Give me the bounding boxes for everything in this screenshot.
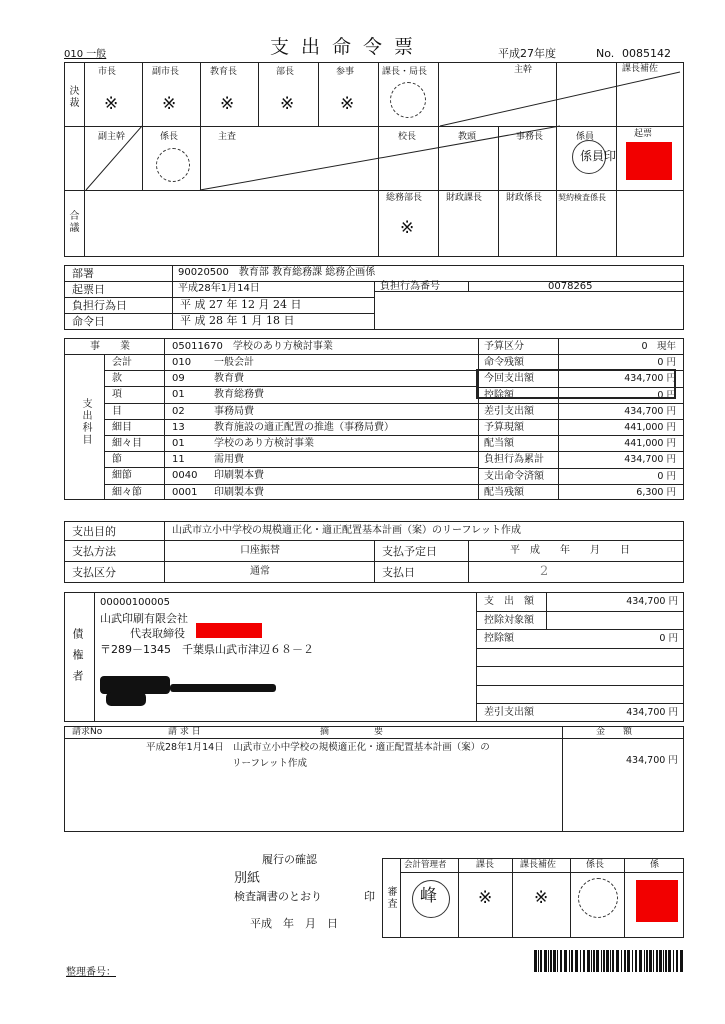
approver-fukushukan: 副主幹 (98, 132, 126, 142)
confirm-date: 平成 年 月 日 (250, 917, 338, 930)
yotei-label: 支払予定日 (382, 545, 437, 558)
kamoku-row-label: 目 (112, 405, 122, 417)
confirm-text: 検査調書のとおり (234, 890, 322, 903)
header-seikyu-date: 請 求 日 (168, 727, 201, 737)
mokuteki-value: 山武市立小中学校の規模適正化・適正配置基本計画（案）のリーフレット作成 (172, 525, 521, 536)
shiharai-label: 支払日 (382, 566, 415, 579)
kihyo-label: 起票日 (72, 283, 105, 296)
mark-kacho: ※ (478, 888, 493, 908)
kamoku-row-name: 一般会計 (214, 357, 254, 368)
detail-line-2: リーフレット作成 (232, 758, 308, 769)
approver-drafter: 起票 (634, 129, 653, 139)
creditor-label: 債権者 (71, 628, 84, 691)
number-label: No. (596, 47, 615, 60)
kamoku-row-name: 印刷製本費 (214, 486, 264, 498)
summary-value: 0 円 (657, 470, 676, 482)
kamoku-row-label: 項 (112, 389, 122, 401)
summary-label: 予算現額 (484, 422, 524, 433)
summary-label: 今回支出額 (484, 373, 534, 385)
busho-value: 90020500 教育部 教育総務課 総務企画係 (178, 267, 376, 278)
meirei-value: 平 成 28 年 1 月 18 日 (180, 314, 295, 327)
kamoku-row-label: 款 (112, 373, 122, 385)
creditor-summary-label: 控除対象額 (484, 614, 534, 626)
kamoku-row-label: 節 (112, 454, 122, 466)
kamoku-row-name: 事務局費 (214, 405, 254, 417)
col-kakaricho: 係長 (586, 860, 605, 870)
header-amount: 金 額 (596, 727, 633, 737)
detail-line-1: 平成28年1月14日 山武市立小中学校の規模適正化・適正配置基本計画（案）の (146, 742, 490, 753)
approver-section-chief: 課長・局長 (382, 67, 428, 77)
page-title: 支出命令票 (270, 36, 426, 58)
busho-label: 部署 (72, 267, 94, 280)
meirei-label: 命令日 (72, 315, 105, 328)
kamoku-label: 支出科目 (80, 398, 91, 446)
confirm-seal-label: 印 (364, 890, 375, 903)
approver-shusa: 主査 (218, 132, 237, 142)
approver-vice-mayor: 副市長 (152, 67, 180, 77)
col-kaikei: 会計管理者 (404, 860, 447, 870)
col-kacho-hosa: 課長補佐 (520, 860, 557, 870)
kamoku-row-name: 学校のあり方検討事業 (214, 438, 314, 449)
futan-date-value: 平 成 27 年 12 月 24 日 (180, 298, 302, 311)
summary-label: 予算区分 (484, 341, 524, 352)
kamoku-row-code: 11 (172, 454, 185, 466)
handwritten-redaction (100, 672, 276, 708)
mark-mayor: ※ (104, 94, 119, 114)
hoho-label: 支払方法 (72, 545, 116, 558)
shiharai-value: 2 (540, 564, 549, 579)
kubun-label: 支払区分 (72, 566, 116, 579)
mark-general-affairs: ※ (400, 218, 415, 238)
kamoku-row-code: 01 (172, 389, 185, 401)
mark-counselor: ※ (340, 94, 355, 114)
shinsa-label: 審査 (385, 886, 396, 910)
confirm-title: 履行の確認 (262, 853, 317, 866)
summary-label: 支出命令済額 (484, 470, 544, 482)
kamoku-row-code: 0040 (172, 470, 198, 482)
summary-label: 配当額 (484, 438, 514, 450)
jigyo-label: 事 業 (90, 341, 130, 352)
creditor-rep: 代表取締役 (130, 627, 185, 640)
creditor-code: 00000100005 (100, 597, 170, 608)
document-number: 0085142 (622, 47, 671, 60)
kakaricho-stamp (156, 148, 190, 182)
kihyo-value: 平成28年1月14日 (178, 283, 260, 294)
current-payment-highlight (476, 369, 676, 399)
creditor-summary-label: 支 出 額 (484, 596, 534, 607)
creditor-summary-value: 434,700 円 (626, 707, 678, 718)
approver-deputy: 課長補佐 (622, 64, 659, 74)
kamoku-row-code: 0001 (172, 486, 198, 498)
kamoku-row-label: 細々節 (112, 486, 142, 498)
approver-director: 部長 (276, 67, 295, 77)
approver-contract: 契約検査係長 (558, 193, 606, 202)
detail-amount: 434,700 円 (626, 755, 678, 766)
summary-value: 441,000 円 (624, 438, 676, 450)
kamoku-row-name: 教育総務費 (214, 389, 264, 401)
drafter-redaction (626, 142, 672, 180)
mark-kacho-hosa: ※ (534, 888, 549, 908)
approver-kakaricho: 係長 (160, 132, 179, 142)
rep-name-redaction (196, 623, 262, 638)
creditor-summary-value: 434,700 円 (626, 596, 678, 607)
kamoku-row-code: 010 (172, 357, 192, 368)
summary-label: 控除額 (484, 389, 514, 401)
kakari-redaction (636, 880, 678, 922)
summary-value: 0 現年 (641, 341, 676, 352)
mark-vice-mayor: ※ (162, 94, 177, 114)
kamoku-row-name: 教育施設の適正配置の推進（事務局費） (214, 421, 394, 433)
kamoku-row-label: 細目 (112, 421, 132, 433)
summary-label: 差引支出額 (484, 405, 534, 417)
confirm-handwriting: 別紙 (234, 871, 261, 886)
creditor-summary-label: 控除額 (484, 633, 514, 644)
mokuteki-label: 支出目的 (72, 525, 116, 538)
summary-value: 0 円 (657, 357, 676, 369)
creditor-summary-value: 0 円 (659, 633, 678, 644)
gougi-label: 合議 (67, 210, 78, 234)
approver-superintendent: 教育長 (210, 67, 238, 77)
creditor-company: 山武印刷有限会社 (100, 612, 188, 625)
kamoku-row-name: 印刷製本費 (214, 470, 264, 482)
approver-counselor: 参事 (336, 67, 355, 77)
staff-stamp-name: 係員印 (580, 149, 617, 163)
form-code: 010 一般 (64, 49, 107, 60)
kamoku-row-label: 細々目 (112, 438, 142, 449)
mark-director: ※ (280, 94, 295, 114)
col-kakari: 係 (650, 860, 660, 870)
jigyo-value: 05011670 学校のあり方検討事業 (172, 341, 333, 352)
summary-value: 434,700 円 (624, 454, 676, 466)
kamoku-row-code: 02 (172, 405, 185, 417)
kamoku-row-label: 会計 (112, 357, 132, 368)
kamoku-row-name: 教育費 (214, 373, 244, 385)
creditor-summary-label: 差引支出額 (484, 707, 534, 718)
approver-vice-principal: 教頭 (458, 132, 477, 142)
approver-staff: 係員 (576, 132, 595, 142)
kaikei-stamp-name: 峰 (420, 886, 437, 906)
summary-value: 434,700 円 (624, 405, 676, 417)
futan-date-label: 負担行為日 (72, 299, 127, 312)
kakaricho-confirm-stamp (578, 878, 618, 918)
approver-office-chief: 事務長 (516, 132, 544, 142)
summary-value: 441,000 円 (624, 422, 676, 433)
approver-shukan: 主幹 (514, 65, 533, 75)
kamoku-row-name: 需用費 (214, 454, 244, 466)
col-kacho: 課長 (476, 860, 495, 870)
summary-value: 434,700 円 (624, 373, 676, 385)
header-tekiyo: 摘 要 (320, 727, 384, 737)
futan-no-value: 0078265 (548, 281, 593, 292)
hoho-value: 口座振替 (240, 545, 280, 556)
fiscal-year: 平成27年度 (498, 47, 556, 60)
kamoku-row-label: 細節 (112, 470, 132, 482)
futan-no-label: 負担行為番号 (380, 281, 440, 292)
approver-mayor: 市長 (98, 67, 117, 77)
approver-finance-chief: 財政課長 (446, 193, 483, 203)
summary-value: 6,300 円 (636, 486, 676, 498)
creditor-address: 〒289－1345 千葉県山武市津辺６８－２ (100, 643, 314, 656)
kamoku-row-code: 13 (172, 421, 185, 433)
approver-finance-sub: 財政係長 (506, 193, 543, 203)
seiri-label: 整理番号： (66, 967, 116, 978)
approver-principal: 校長 (398, 132, 417, 142)
approver-general-affairs: 総務部長 (386, 193, 423, 203)
kubun-value: 通常 (250, 566, 270, 577)
yotei-value: 平 成 年 月 日 (510, 545, 630, 556)
mark-superintendent: ※ (220, 94, 235, 114)
summary-label: 配当残額 (484, 486, 524, 498)
header-seikyu-no: 請求No (72, 727, 103, 737)
kessai-label: 決裁 (67, 85, 78, 109)
summary-value: 0 円 (657, 389, 676, 401)
kamoku-row-code: 09 (172, 373, 185, 385)
summary-label: 命令残額 (484, 357, 524, 369)
kamoku-row-code: 01 (172, 438, 185, 449)
barcode (534, 950, 684, 978)
summary-label: 負担行為累計 (484, 454, 544, 466)
